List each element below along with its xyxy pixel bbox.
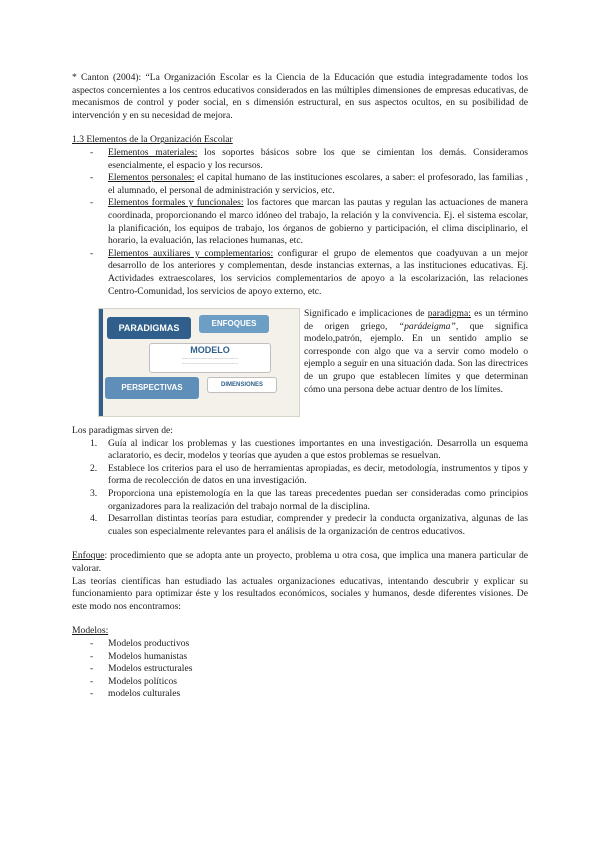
figure-modelo-fineprint: ~~~~~~~~~~~~~~~~~~~~~~~~	[181, 361, 239, 367]
citation-paragraph: * Canton (2004): “La Organización Escolar es la Ciencia de la Educación que estudia integradamente todos los aspectos concernientes a los centros educativos considerados en las múltiples dimensiones de empresas educativas, de mecanismos de control y poder social, en s dimensión estructural, en sus aspectos ocultos, en su posibilidad de intervención y en su necesidad de mejora.	[72, 72, 528, 121]
figure-modelo-label: MODELO	[190, 345, 230, 356]
item-term: Elementos personales:	[108, 172, 195, 184]
list-item: - Modelos estructurales	[72, 663, 528, 676]
item-text: configurar el grupo de elementos que coadyuvan a un mejor desarrollo de los anteriores y complementan, desde instancias externas, a las instituciones educativas. Ej. Actividades extraescolares, los servicios complementarios de apoyo a la escolarización, las relaciones Centro-Comunidad, los servicios de apoyo externo, etc.	[108, 247, 528, 297]
figure-box-paradigmas: PARADIGMAS	[107, 317, 191, 339]
item-term: Elementos materiales:	[108, 146, 198, 158]
paradigms-section	[72, 425, 528, 538]
item-text: Establece los criterios para el uso de herramientas apropiadas, es decir, metodología, instrumentos y tipos y forma de recolección de datos en una investigación.	[108, 462, 528, 487]
figure-accent-bar	[99, 309, 103, 416]
figure-modelo-fineprint: ~~~~~~~~~~~~~~~~~~~~~~~~	[181, 356, 239, 362]
paradigms-intro: Los paradigmas sirven de:	[72, 425, 173, 437]
elements-list	[72, 147, 528, 298]
paradigma-lead: Significado e implicaciones de	[304, 308, 428, 320]
list-item	[72, 147, 528, 172]
list-item	[72, 197, 528, 247]
paradigma-paragraph	[304, 308, 528, 396]
item-term: Elementos formales y funcionales:	[108, 197, 244, 209]
theories-paragraph: Las teorías científicas han estudiado las actuales organizaciones educativas, intentando descubrir y explicar su funcionamiento para optimizar éste y los resultados económicos, sociales y humanos, desde diferentes visiones. De este modo nos encontramos:	[72, 575, 528, 612]
figure-box-modelo	[149, 343, 271, 373]
paradigma-definition	[304, 308, 528, 417]
list-item: - Modelos productivos	[72, 638, 528, 651]
enfoque-definition	[72, 550, 528, 575]
list-item	[72, 463, 528, 488]
list-item	[72, 488, 528, 513]
item-text: Desarrollan distintas teorías para estudiar, comprender y predecir la conducta organizativa, algunas de las cuales son especialmente relevantes para el análisis de la organización de centros educativos.	[108, 513, 528, 537]
paradigms-list	[72, 438, 528, 539]
enfoque-term: Enfoque	[72, 550, 105, 562]
paradigma-greek-word: “parádeigma”	[398, 320, 456, 332]
models-list	[72, 638, 528, 701]
list-item: - Modelos políticos	[72, 676, 528, 689]
list-number: 4.	[90, 513, 98, 525]
list-item	[72, 172, 528, 197]
list-item: - Modelos humanistas	[72, 651, 528, 664]
list-item	[72, 438, 528, 463]
item-term: Elementos auxiliares y complementarios:	[108, 247, 274, 259]
paradigma-text: , que significa modelo,patrón, ejemplo. En un sentido amplio se corresponde con algo que va a servir como modelo o ejemplo a seguir en una situación dada. Son las directrices de un grupo que establecen límites y que determinan cómo una persona debe actuar dentro de los límites.	[304, 320, 528, 395]
list-item: - modelos culturales	[72, 688, 528, 701]
list-item	[72, 513, 528, 538]
item-text: los factores que marcan las pautas y regulan las actuaciones de manera coordinada, proporcionando el marco idóneo del trabajo, la relación y la convivencia. Ej. el sistema escolar, la planificación, los equipos de trabajo, los órganos de gobierno y participación, el clima disciplinario, el horario, la evaluación, las relaciones humanas, etc.	[108, 197, 528, 247]
list-number: 1.	[90, 437, 98, 449]
section-heading: 1.3 Elementos de la Organización Escolar	[72, 134, 233, 146]
figure-row	[72, 308, 528, 417]
list-item	[72, 248, 528, 298]
item-text: Proporciona una epistemología en la que las tareas precedentes puedan ser consideradas como principios organizadores para la realización del trabajo normal de la disciplina.	[108, 488, 528, 512]
models-heading: Modelos:	[72, 625, 109, 637]
item-text: el capital humano de las instituciones escolares, a saber: el profesorado, las familias , el alumnado, el personal de administración y servicios, etc.	[108, 172, 528, 196]
document-page	[72, 72, 528, 701]
paradigma-text: es un término de origen griego,	[304, 308, 528, 332]
paradigms-figure	[98, 308, 300, 417]
list-number: 2.	[90, 462, 98, 474]
item-text: los soportes básicos sobre los que se cimientan los demás. Consideramos esencialmente, el espacio y los recursos.	[108, 146, 528, 171]
figure-box-enfoques: ENFOQUES	[199, 315, 269, 333]
enfoque-text: : procedimiento que se adopta ante un proyecto, problema u otra cosa, que implica una manera particular de valorar.	[72, 550, 528, 575]
list-number: 3.	[90, 488, 98, 500]
item-text: Guía al indicar los problemas y las cuestiones importantes en una investigación. Desarrolla un esquema aclaratorio, es decir, modelos y teorías que ayuden a que estos problemas se resuelvan.	[108, 437, 528, 462]
figure-box-dimensiones: DIMENSIONES	[207, 377, 277, 393]
paradigma-term: paradigma:	[427, 308, 471, 320]
figure-box-perspectivas: PERSPECTIVAS	[105, 377, 199, 399]
